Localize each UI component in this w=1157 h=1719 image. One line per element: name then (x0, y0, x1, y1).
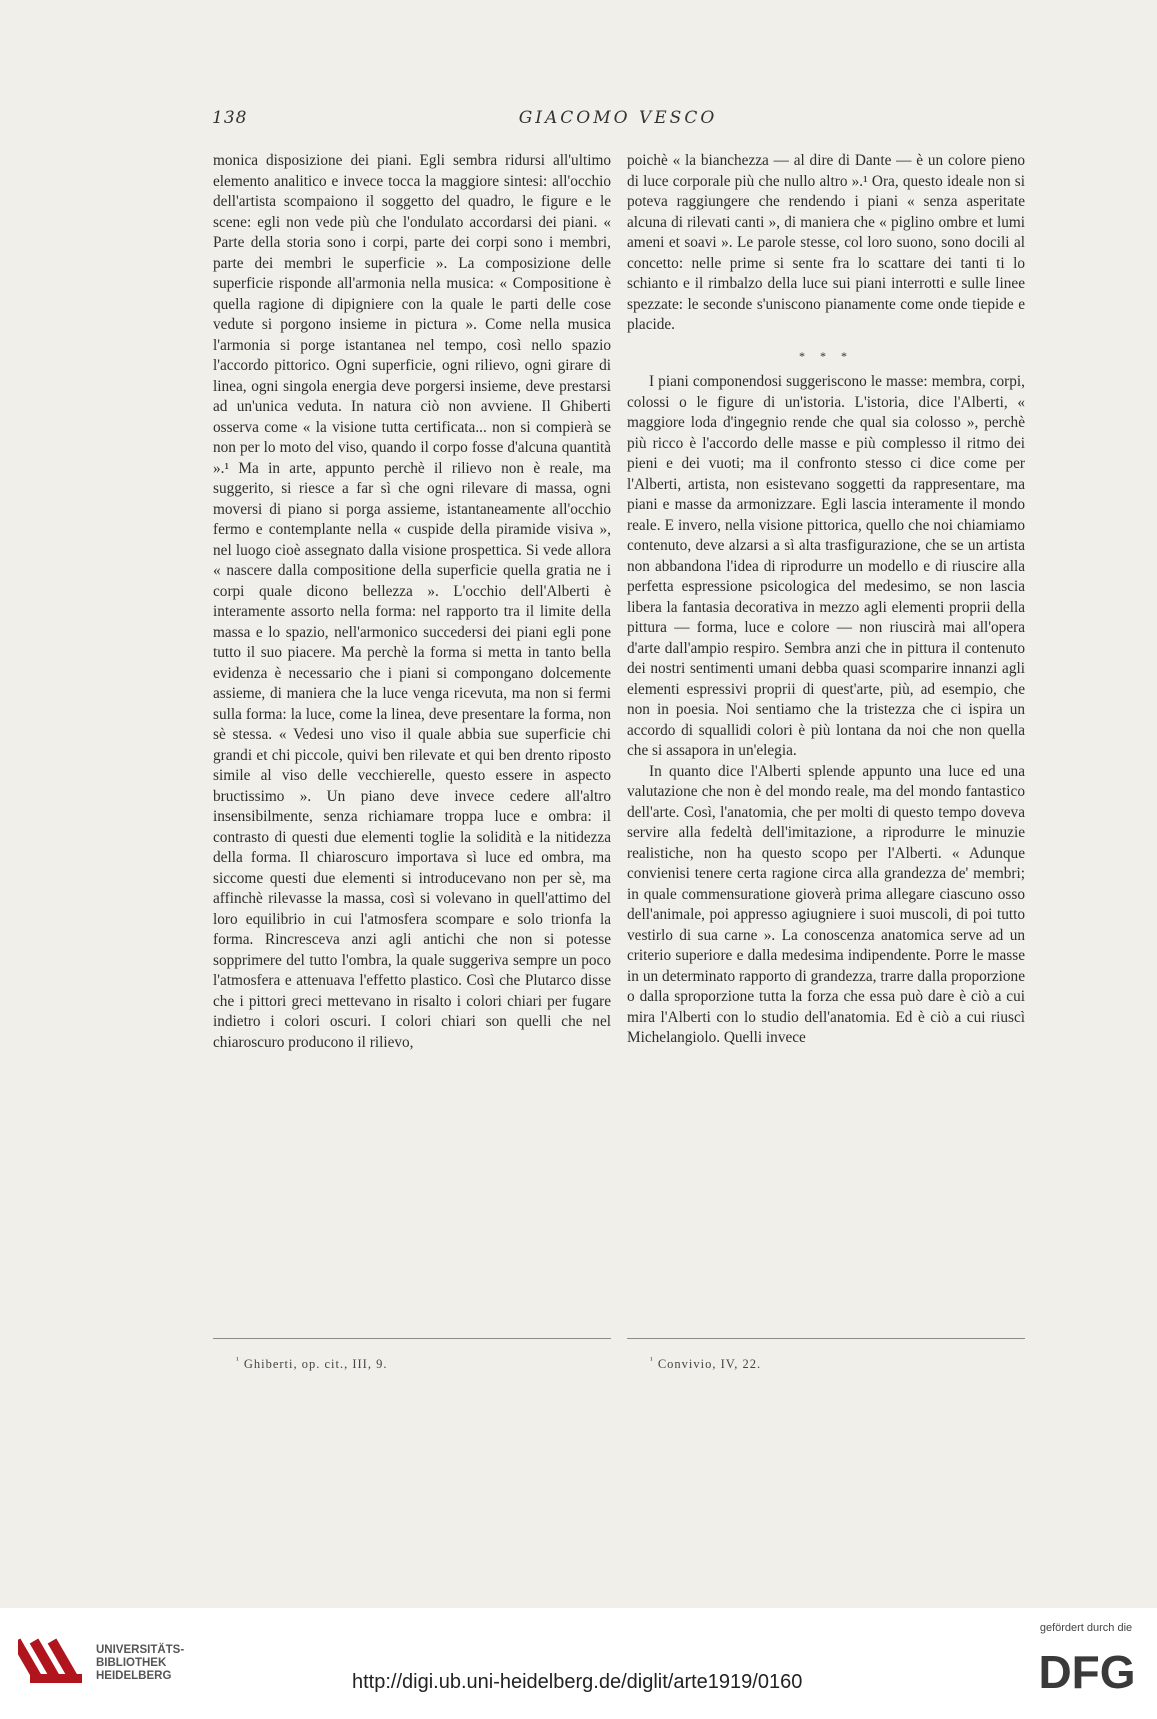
left-paragraph-1: monica disposizione dei piani. Egli sembra ridursi all'ultimo elemento analitico e invece tocca la maggiore sintesi: all'occhio dell'artista scompaiono il soggetto del quadro, le figure e le scene: egli non vede più che l'ondulato accordarsi dei piani. « Parte della storia sono i corpi, parte dei corpi sono i membri, parte dei membri le superficie ». La composizione delle superficie risponde all'armonia nella musica: « Compositione è quella ragione di dipigniere con la quale le parti delle cose vedute si porgono insieme in pictura ». Come nella musica l'armonia si porge istantanea nel tempo, così nello spazio l'accordo pittorico. Ogni superficie, ogni rilievo, ogni girare di linea, ogni singola energia deve porgersi insieme, deve prestarsi ad un'unica veduta. In natura ciò non avviene. Il Ghiberti osserva come « la visione tutta certificata... non si compierà se non per lo moto del viso, quando il corpo fosse d'alcuna quantità ».¹ Ma in arte, appunto perchè il rilievo non è reale, ma suggerito, si riesce a far sì che ogni rilevare di massa, ogni moversi di piano si porga assieme, istantaneamente all'occhio fermo e contemplante nella « cuspide della piramide visiva », nel luogo cioè assegnato dalla visione prospettica. Si vede allora « nascere dalla compositione della superficie quella gratia ne i corpi quale dicono bellezza ». L'occhio dell'Alberti è interamente assorto nella forma: nel rapporto tra il limite della massa e lo spazio, nell'armonico succedersi dei piani egli pone tutto il suo piacere. Ma perchè la forma si metta in tanto bella evidenza è necessario che i piani si compongano dolcemente assieme, di maniera che la luce venga ricevuta, ma non si fermi sulla forma: la luce, come la linea, deve presentare la forma, non sè stessa. « Vedesi uno viso il quale abbia sue superficie chi grandi et chi piccole, quivi ben rilevate et qui ben drento riposto simile al viso delle vecchierelle, questo essere in aspecto bructissimo ». Un piano deve invece cedere all'altro insensibilmente, senza richiamare troppa luce e ombra: il contrasto di questi due elementi toglie la solidità e la nitidezza della forma. Il chiaroscuro importava sì luce ed ombra, ma siccome questi due elementi si introducevano non per sè, ma affinchè rilevasse la massa, così si volevano in quell'attimo del loro equilibrio in cui l'atmosfera scompare e solo trionfa la forma. Rincresceva anzi agli antichi che non si potesse sopprimere del tutto l'ombra, la quale suggeriva sempre un poco l'atmosfera e attenuava l'effetto plastico. Così che Plutarco disse che i pittori greci mettevano in risalto i colori chiari per fugare indietro i colori oscuri. I colori chiari son quelli che nel chiaroscuro producono il rilievo, (213, 152, 611, 1051)
right-paragraph-1: poichè « la bianchezza — al dire di Dante — è un colore pieno di luce corporale più che nullo altro ».¹ Ora, questo ideale non si poteva raggiungere che rendendo i piani « senza asperitate alcuna di rilevati canti », di maniera che « piglino ombre et lumi ameni et soavi ». Le parole stesse, col loro suono, sono docili al concetto: nelle prime si sente fra lo scattare dei tanti ti lo schianto e il rimbalzo della luce sui piani interrotti e sulle linee spezzate: le seconde s'uniscono pianamente come onde tiepide e placide. (627, 152, 1025, 333)
footnote-marker: ¹ (236, 1355, 240, 1365)
library-line: BIBLIOTHEK (96, 1657, 167, 1669)
section-break: * * * (799, 348, 853, 363)
footnote-rule-right (627, 1338, 1025, 1339)
footnote-marker: ¹ (650, 1355, 654, 1365)
library-line: UNIVERSITÄTS- (96, 1644, 185, 1656)
permalink-url[interactable]: http://digi.ub.uni-heidelberg.de/diglit/arte1919/0160 (352, 1671, 803, 1693)
page-header (212, 108, 1024, 132)
footnote-text: Convivio, IV, 22. (657, 1357, 762, 1372)
right-paragraph-3: In quanto dice l'Alberti splende appunto una luce ed una valutazione che non è del mondo reale, ma del mondo fantastico dell'arte. Così, l'anatomia, che per molti di questo tempo doveva servire alla fedeltà dell'imitazione, a riprodurre le minuzie realistiche, non ha questo scopo per l'Alberti. « Adunque convienisi tenere certa ragione circa alla grandezza de' membri; in quale commensuratione gioverà prima allegare ciascuno osso dell'animale, poi appresso agiugniere i suoi muscoli, di poi tutto vestirlo di sua carne ». La conoscenza anatomica serve ad un criterio superiore e dalla medesima indipendente. Porre le masse in un determinato rapporto di grandezza, trarre dalla proporzione o dalla sproporzione tutta la forza che essa può dare è ciò a cui mira l'Alberti con lo studio dell'anatomia. Ed è ciò a cui riuscì Michelangiolo. Quelli invece (627, 762, 1025, 1046)
footnote-left (236, 1355, 387, 1372)
footnote-text: Ghiberti, op. cit., III, 9. (243, 1357, 388, 1372)
footnote-right (650, 1355, 761, 1372)
digitization-footer (0, 1608, 1157, 1719)
running-title: GIACOMO VESCO (518, 108, 718, 128)
dfg-logo-icon (1030, 1646, 1145, 1694)
library-name (96, 1644, 184, 1683)
left-column (213, 151, 611, 1053)
page-number: 138 (212, 108, 248, 128)
university-library-logo-icon (18, 1630, 84, 1690)
funded-by-label: gefördert durch die (1039, 1622, 1133, 1634)
library-line: HEIDELBERG (96, 1670, 172, 1682)
footnote-rule-left (213, 1338, 611, 1339)
right-column (627, 151, 1025, 1049)
right-paragraph-2: I piani componendosi suggeriscono le masse: membra, corpi, colossi o le figure di un'istoria. L'istoria, dice l'Alberti, « maggiore loda d'ingegnio rende che qual sia colosso », perchè più ricco è l'accordo delle masse e più complesso il ritmo dei pieni e dei vuoti; ma il confronto stesso ci dice come per l'Alberti, artista, non esistevano soggetti da rappresentare, ma piani e masse da armonizzare. Egli lascia interamente il mondo reale. E invero, nella visione pittorica, quello che noi chiamiamo contenuto, deve alzarsi a sì alta trasfigurazione, che se un artista non abbandona l'idea di riprodurre un modello e di riuscire alla perfetta espressione psicologica del medesimo, se non lascia libera la fantasia decorativa in mezzo agli elementi proprii della pittura — forma, luce e colore — non riuscirà mai all'opera d'arte dall'ampio respiro. Sembra anzi che in pittura il contenuto dei nostri sentimenti umani debba quasi scomparire innanzi agli elementi espressivi proprii di quest'arte, più, ad esempio, che non in poesia. Noi sentiamo che la tristezza che ci ispira un accordo di squallidi colori è più lontana da noi che non quella che si assapora in un'elegia. (627, 373, 1025, 759)
dfg-logo-text: DFG (1038, 1646, 1136, 1694)
